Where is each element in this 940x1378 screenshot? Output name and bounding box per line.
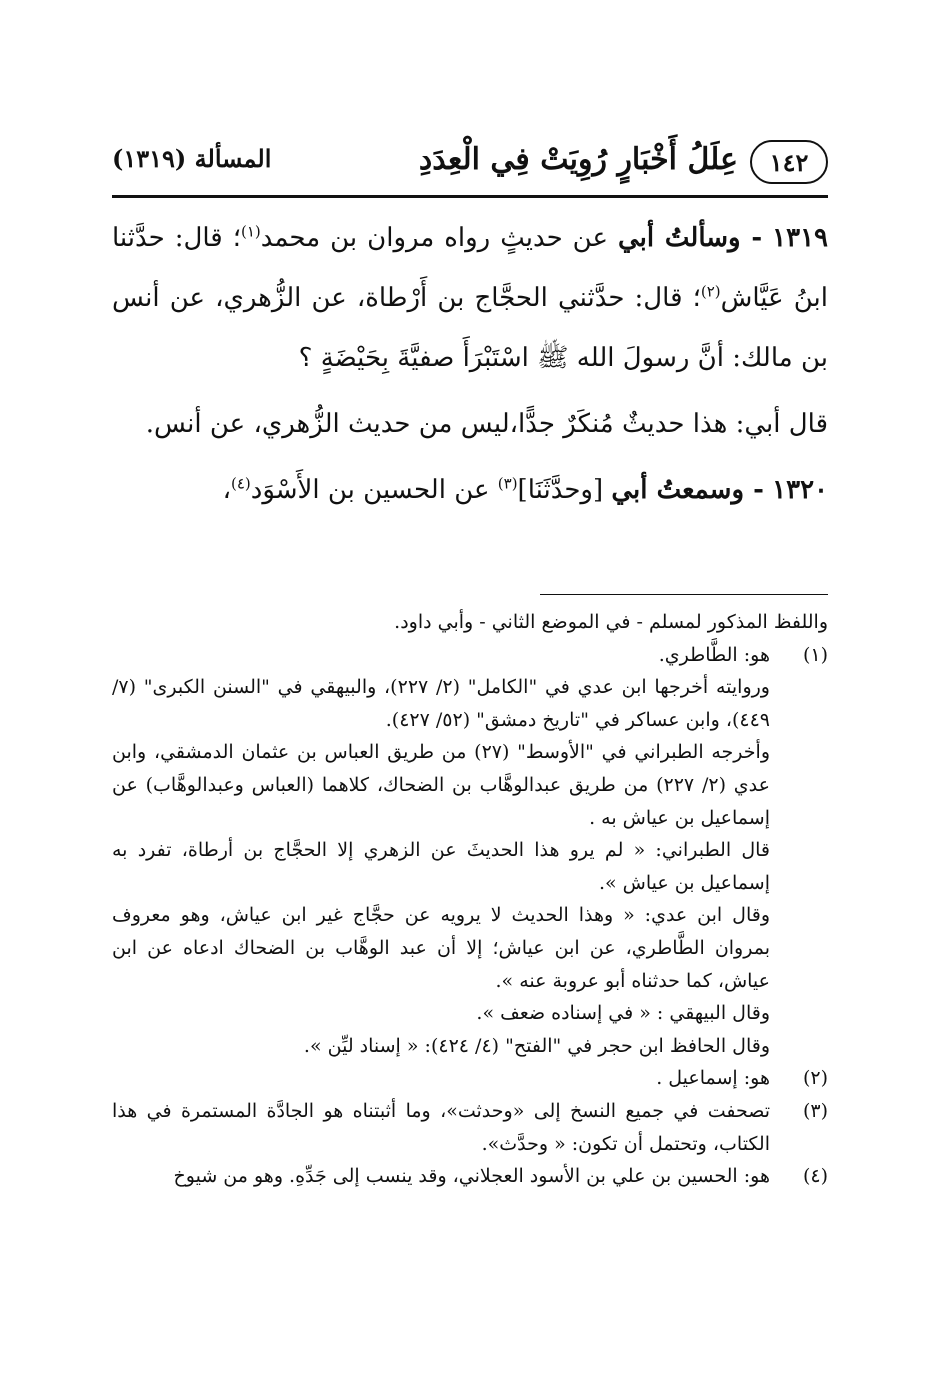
footnotes <box>112 606 828 1193</box>
page-header <box>112 140 828 190</box>
footnote-line: وقال ابن عدي: « وهذا الحديث لا يرويه عن حجَّاج غير ابن عياش، وهو معروف بمروان الطَّاطري، عن ابن عياش؛ إلا أن عبد الوهَّاب بن الضحاك ادعاه عن ابن عياش، كما حدثناه أبو عروبة عنه ». <box>112 904 770 992</box>
entry-1319: ١٣١٩ - وسألتُ أبي عن حديثٍ رواه مروان بن محمد$^{(١)}$؛ قال: حدَّثنا ابنُ عَيَّاش$^{(٢)}$؛ قال: حدَّثني الحجَّاج بن أَرْطاة، عن الزُّهري، عن أنس بن مالك: أنَّ رسولَ الله ﷺ اسْتَبْرَأَ صفيَّةَ بِحَيْضَةٍ ؟ <box>112 222 828 373</box>
footnote-line: وقال البيهقي : « في إسناده ضعف ». <box>476 1002 770 1025</box>
footnote-ref: (٤) <box>230 474 251 493</box>
entry-text: ، <box>222 475 231 505</box>
footnote-line: وروايته أخرجها ابن عدي في "الكامل" (٢/ ٢٢٧)، والبيهقي في "السنن الكبرى" (٧/ ٤٤٩)، وابن عساكر في "تاريخ دمشق" (٥٢/ ٤٢٧). <box>112 676 770 731</box>
page-number-badge <box>750 140 828 184</box>
footnote-marker: (٣) <box>802 1099 828 1122</box>
footnote-4 <box>112 1160 828 1193</box>
footnote-line: قال الطبراني: « لم يرو هذا الحديثَ عن الزهري إلا الحجَّاج بن أرطاة، تفرد به إسماعيل بن عياش ». <box>112 839 770 894</box>
footnote-1 <box>112 639 828 1063</box>
footnote-marker: (٤) <box>802 1165 828 1188</box>
header-rule <box>112 195 828 198</box>
footnote-separator <box>540 594 828 595</box>
footnote-line: هو: إسماعيل . <box>656 1067 770 1090</box>
footnote-ref: (٣) <box>497 474 518 493</box>
footnote-line: هو: الحسين بن علي بن الأسود العجلاني، وقد ينسب إلى جَدِّهِ. وهو من شيوخ <box>173 1165 770 1188</box>
page-number: ١٤٢ <box>769 147 809 177</box>
footnote-line: وأخرجه الطبراني في "الأوسط" (٢٧) من طريق العباس بن عثمان الدمشقي، وابن عدي (٢/ ٢٢٧) من طريق عبدالوهَّاب بن الضحاك، كلاهما (العباس وعبدالوهَّاب) عن إسماعيل بن عياش به . <box>112 741 770 829</box>
running-title: عِلَلُ أَخْبَارٍ رُوِيَتْ فِي الْعِدَدِ <box>418 142 738 177</box>
footnote-marker: (٢) <box>802 1067 828 1090</box>
entry-text: ؛ قال: حدَّثني الحجَّاج بن أَرْطاة، عن الزُّهري، عن أنس بن مالك: أنَّ رسولَ الله ﷺ اسْتَبْرَأَ صفيَّةَ بِحَيْضَةٍ ؟ <box>112 283 828 373</box>
issue-label: المسألة (١٣١٩) <box>112 144 272 173</box>
footnote-marker: (١) <box>802 643 828 666</box>
entry-text: [وحدَّثَنَا] <box>517 475 604 505</box>
footnote-line: تصحفت في جميع النسخ إلى «وحدثت»، وما أثبتناه هو الجادَّة المستمرة في هذا الكتاب، وتحتمل أن تكون: « وحدَّث». <box>112 1099 770 1155</box>
entry-text: عن حديثٍ رواه مروان بن محمد <box>260 223 608 253</box>
footnote-line: هو: الطَّاطري. <box>658 643 770 666</box>
footnote-ref: (٢) <box>700 282 721 301</box>
entry-number: ١٣١٩ <box>772 223 828 253</box>
entry-1320: ١٣٢٠ - وسمعتُ أبي [وحدَّثَنَا]$^{(٣)}$ عن الحسين بن الأَسْوَد$^{(٤)}$، <box>222 474 828 505</box>
entry-lead: وسمعتُ أبي <box>611 475 745 505</box>
entry-number: ١٣٢٠ <box>772 475 828 505</box>
entry-text: عن الحسين بن الأَسْوَد <box>250 475 498 505</box>
footnote-3 <box>112 1095 828 1160</box>
main-text <box>112 208 828 520</box>
entry-1319-answer: قال أبي: هذا حديثٌ مُنكَرٌ جدًّا،ليس من حديث الزُّهري، عن أنس. <box>145 409 828 439</box>
entry-lead: وسألتُ أبي <box>617 223 741 253</box>
footnote-ref: (١) <box>240 222 261 241</box>
footnote-carryover: واللفظ المذكور لمسلم - في الموضع الثاني - وأبي داود. <box>394 611 828 633</box>
footnote-2 <box>112 1062 828 1095</box>
entry-text: ؛ قال: حدَّثنا ابنُ عَيَّاش <box>112 223 828 313</box>
footnote-line: وقال الحافظ ابن حجر في "الفتح" (٤/ ٤٢٤): « إسناد ليِّن ». <box>303 1034 770 1057</box>
